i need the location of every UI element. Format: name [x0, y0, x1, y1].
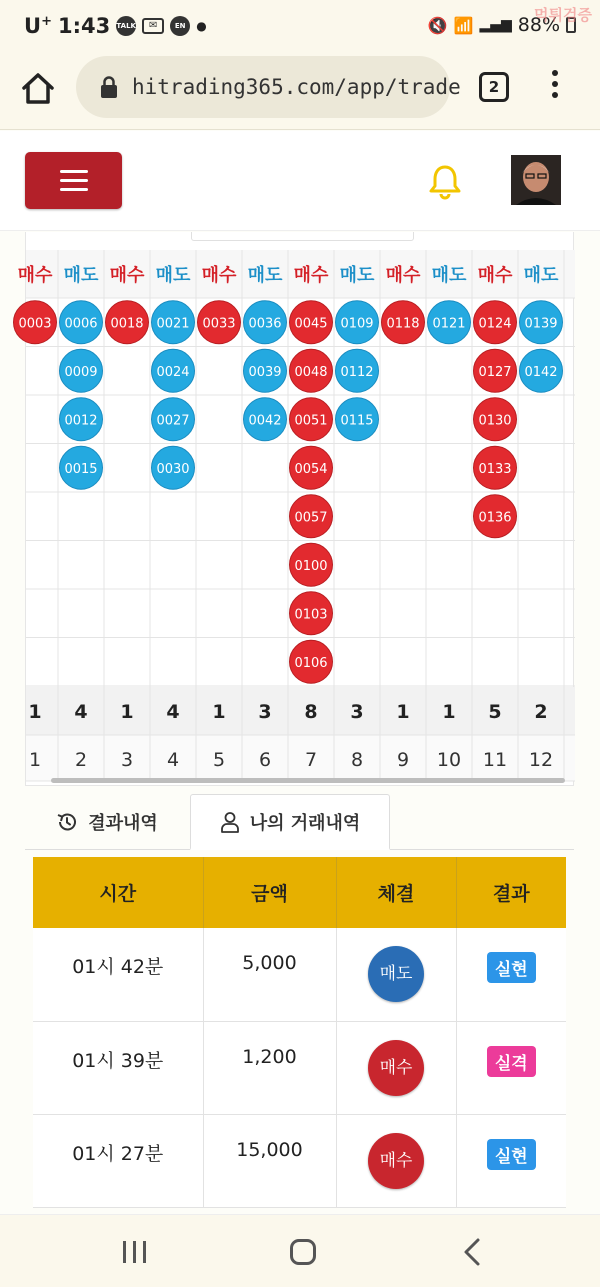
- bead-label: 0127: [478, 364, 512, 380]
- battery-percent: 88%: [517, 14, 560, 36]
- bead-label: 0139: [524, 316, 558, 332]
- cell-amount: 15,000: [203, 1114, 336, 1207]
- column-count: 4: [166, 701, 180, 723]
- recent-apps-button[interactable]: [123, 1241, 147, 1263]
- signal-icon: ▂▄▆: [479, 17, 512, 33]
- bead-label: 0124: [478, 316, 512, 332]
- column-index: 11: [482, 749, 508, 771]
- bead-label: 0006: [64, 316, 98, 332]
- bead-label: 0133: [478, 461, 512, 477]
- bead-label: 0100: [294, 558, 328, 574]
- bead-grid-card: [17, 232, 574, 786]
- tab-label: 결과내역: [88, 813, 158, 834]
- back-arrow-icon[interactable]: [462, 1237, 482, 1267]
- column-index: 10: [436, 749, 462, 771]
- column-count: 1: [120, 701, 134, 723]
- bead-label: 0048: [294, 364, 328, 380]
- result-badge: 실격: [487, 1046, 536, 1077]
- nav-home-button[interactable]: [290, 1239, 316, 1265]
- bead-label: 0121: [432, 316, 466, 332]
- column-count: 1: [396, 701, 410, 723]
- talk-icon: TALK: [116, 16, 136, 36]
- home-icon[interactable]: [18, 68, 58, 108]
- horizontal-scrollbar[interactable]: [51, 778, 565, 783]
- bead-label: 0051: [294, 413, 328, 429]
- bead-label: 0045: [294, 316, 328, 332]
- column-index: 4: [166, 749, 180, 771]
- bead-label: 0130: [478, 413, 512, 429]
- column-index: 9: [396, 749, 410, 771]
- mute-icon: 🔇: [427, 15, 448, 35]
- lock-icon: [100, 76, 118, 98]
- bead-label: 0009: [64, 364, 98, 380]
- bead-label: 0103: [294, 607, 328, 623]
- bead-label: 0018: [110, 316, 144, 332]
- cell-result: [456, 928, 566, 1021]
- bead-label: 0027: [156, 413, 190, 429]
- carrier-label: U+: [24, 14, 52, 38]
- trade-history-table: [33, 857, 566, 1208]
- column-count: 5: [488, 701, 502, 723]
- cell-amount: 5,000: [203, 928, 336, 1021]
- table-header-row: [33, 857, 566, 928]
- column-side-label: 매도: [63, 265, 99, 286]
- header-result: 결과: [456, 857, 566, 928]
- column-count: 2: [534, 701, 548, 723]
- column-index: 1: [28, 749, 42, 771]
- browser-menu-icon[interactable]: [548, 70, 562, 104]
- tab-switcher-button[interactable]: 2: [479, 72, 509, 102]
- bead-grid: [17, 232, 575, 786]
- mail-icon: ✉: [142, 18, 164, 34]
- bead-label: 0036: [248, 316, 282, 332]
- column-index: 5: [212, 749, 226, 771]
- column-count: 1: [28, 701, 42, 723]
- column-count: 1: [442, 701, 456, 723]
- app-header: [0, 131, 600, 231]
- bead-label: 0115: [340, 413, 374, 429]
- column-count: 8: [304, 701, 318, 723]
- cell-result: [456, 1114, 566, 1207]
- bead-label: 0039: [248, 364, 282, 380]
- column-side-label: 매도: [339, 265, 375, 286]
- bead-label: 0109: [340, 316, 374, 332]
- bead-label: 0112: [340, 364, 374, 380]
- cell-execution: [336, 1021, 456, 1114]
- cell-execution: [336, 928, 456, 1021]
- tab-result-history[interactable]: [25, 794, 189, 850]
- bead-label: 0015: [64, 461, 98, 477]
- bead-label: 0106: [294, 655, 328, 671]
- bead-label: 0118: [386, 316, 420, 332]
- url-field[interactable]: [76, 56, 461, 118]
- bead-label: 0003: [18, 316, 52, 332]
- table-row: [33, 1114, 566, 1207]
- column-side-label: 매수: [17, 265, 53, 286]
- status-bar: [0, 0, 600, 54]
- bead-label: 0057: [294, 510, 328, 526]
- column-index: 12: [528, 749, 554, 771]
- bead-label: 0054: [294, 461, 328, 477]
- avatar[interactable]: [511, 155, 561, 205]
- cell-time: 01시 27분: [33, 1114, 203, 1207]
- bead-label: 0012: [64, 413, 98, 429]
- bead-label: 0042: [248, 413, 282, 429]
- url-text: hitrading365.com/app/trade: [132, 75, 461, 99]
- dot-icon: ●: [196, 19, 207, 33]
- hamburger-menu-button[interactable]: [25, 152, 122, 209]
- column-side-label: 매도: [155, 265, 191, 286]
- browser-toolbar: [0, 54, 600, 130]
- column-side-label: 매수: [385, 265, 421, 286]
- table-row: [33, 1021, 566, 1114]
- column-count: 3: [258, 701, 272, 723]
- column-index: 2: [74, 749, 88, 771]
- column-side-label: 매수: [477, 265, 513, 286]
- bead-label: 0024: [156, 364, 190, 380]
- table-row: [33, 928, 566, 1021]
- bead-label: 0142: [524, 364, 558, 380]
- cell-execution: [336, 1114, 456, 1207]
- watermark: 먹튀검증: [534, 6, 592, 24]
- tab-label: 나의 거래내역: [249, 812, 361, 834]
- bell-icon[interactable]: [428, 163, 462, 199]
- exec-badge: 매도: [368, 946, 424, 1002]
- column-side-label: 매도: [431, 265, 467, 286]
- column-count: 3: [350, 701, 364, 723]
- column-side-label: 매수: [201, 265, 237, 286]
- column-side-label: 매수: [109, 265, 145, 286]
- bead-label: 0030: [156, 461, 190, 477]
- result-badge: 실현: [487, 1139, 536, 1170]
- exec-badge: 매수: [368, 1040, 424, 1096]
- bead-label: 0033: [202, 316, 236, 332]
- header-execution: 체결: [336, 857, 456, 928]
- history-tabs: [25, 794, 574, 850]
- column-index: 3: [120, 749, 134, 771]
- column-count: 4: [74, 701, 88, 723]
- user-icon: [220, 811, 240, 833]
- bead-label: 0021: [156, 316, 190, 332]
- column-side-label: 매도: [247, 265, 283, 286]
- result-badge: 실현: [487, 952, 536, 983]
- clock: 1:43: [57, 14, 111, 38]
- history-icon: [56, 811, 78, 833]
- column-index: 6: [258, 749, 272, 771]
- column-side-label: 매수: [293, 265, 329, 286]
- cell-time: 01시 39분: [33, 1021, 203, 1114]
- cell-result: [456, 1021, 566, 1114]
- wifi-icon: 📶: [453, 15, 474, 35]
- header-amount: 금액: [203, 857, 336, 928]
- system-nav-bar: [0, 1214, 600, 1287]
- tab-my-trades[interactable]: [190, 794, 390, 850]
- column-count: 1: [212, 701, 226, 723]
- status-left: [24, 14, 207, 38]
- header-time: 시간: [33, 857, 203, 928]
- column-side-label: 매도: [523, 265, 559, 286]
- exec-badge: 매수: [368, 1133, 424, 1189]
- cell-amount: 1,200: [203, 1021, 336, 1114]
- column-index: 8: [350, 749, 364, 771]
- column-index: 7: [304, 749, 318, 771]
- bead-label: 0136: [478, 510, 512, 526]
- vpn-icon: EN: [170, 16, 190, 36]
- cell-time: 01시 42분: [33, 928, 203, 1021]
